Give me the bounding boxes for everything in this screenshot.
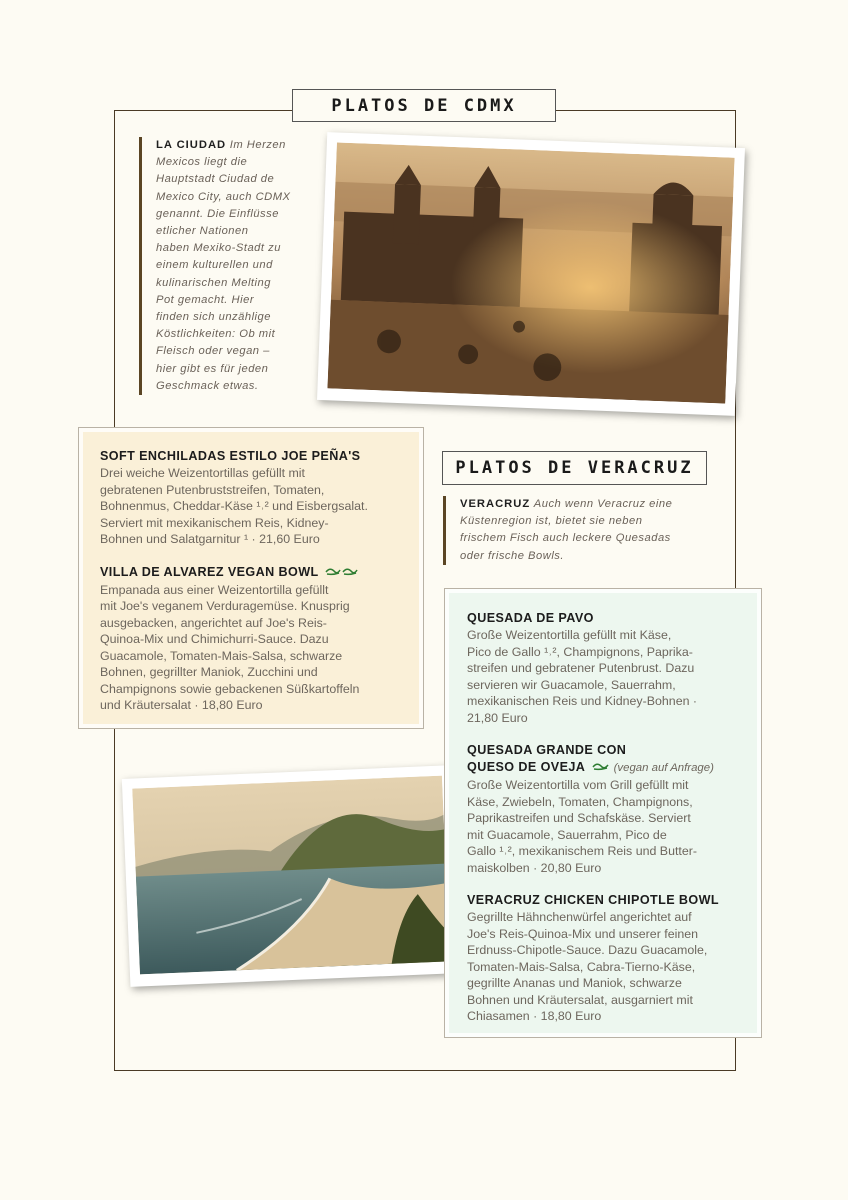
- dish-desc-line: servieren wir Guacamole, Sauerrahm,: [467, 677, 676, 692]
- dish-quesada-grande: [467, 742, 741, 876]
- dish-desc-line: Große Weizentortilla vom Grill gefüllt mit: [467, 778, 689, 792]
- cdmx-intro-line: genannt. Die Einflüsse: [156, 207, 279, 220]
- cdmx-intro-line: haben Mexiko-Stadt zu: [156, 242, 281, 255]
- dish-title: QUESADA DE PAVO: [467, 611, 594, 625]
- cdmx-intro-line: Fleisch oder vegan –: [156, 345, 270, 358]
- dish-desc-line: Bohnen und Kräutersalat, ausgarniert mit: [467, 992, 693, 1007]
- dish-desc-line: Gallo ¹˒², mexikanischem Reis und Butter-: [467, 844, 697, 858]
- section-title-veracruz: [442, 451, 707, 485]
- cdmx-intro-line: einem kulturellen und: [156, 259, 273, 272]
- dish-desc-line: Paprikastreifen und Schafskäse. Serviert: [467, 811, 691, 825]
- veracruz-intro: [443, 496, 740, 565]
- dish-desc-line: Käse, Zwiebeln, Tomaten, Champignons,: [467, 794, 693, 809]
- vegan-leaf-icon: [592, 760, 610, 777]
- dish-desc-line: streifen und gebratener Putenbrust. Dazu: [467, 661, 695, 675]
- veracruz-dishes-card: [444, 588, 762, 1038]
- cdmx-intro-line: etlicher Nationen: [156, 225, 249, 238]
- dish-title: QUESADA GRANDE CON: [467, 743, 627, 757]
- dish-chicken-chipotle-bowl: [467, 892, 741, 1025]
- cdmx-intro-line: Mexico City, auch CDMX: [156, 190, 291, 203]
- section-title-cdmx: [292, 89, 556, 122]
- dish-desc-line: Große Weizentortilla gefüllt mit Käse,: [467, 628, 672, 642]
- dish-desc-line: Champignons sowie gebackenen Süßkartoffeln: [100, 681, 360, 696]
- dish-title: VILLA DE ALVAREZ VEGAN BOWL: [100, 564, 319, 579]
- dish-desc-line: Bohnen, gegrillter Maniok, Zucchini und: [100, 665, 318, 679]
- cdmx-intro-line: Köstlichkeiten: Ob mit: [156, 328, 276, 341]
- dish-desc-line: Serviert mit mexikanischem Reis, Kidney-: [100, 515, 329, 530]
- veracruz-intro-line: oder frische Bowls.: [460, 549, 565, 562]
- dish-desc-line: maiskolben · 20,80 Euro: [467, 860, 602, 875]
- dish-desc-line: mit Joe's veganem Verduragemüse. Knusprig: [100, 599, 350, 613]
- dish-title-cont: QUESO DE OVEJA: [467, 760, 585, 774]
- dish-desc-line: Guacamole, Tomaten-Mais-Salsa, schwarze: [100, 648, 343, 663]
- cdmx-intro-line: finden sich unzählige: [156, 311, 271, 324]
- cdmx-intro-line: kulinarischen Melting: [156, 276, 271, 289]
- dish-desc-line: gebratenen Putenbruststreifen, Tomaten,: [100, 482, 325, 497]
- city-photo: [317, 132, 745, 416]
- dish-quesada-de-pavo: [467, 610, 741, 726]
- dish-title: VERACRUZ CHICKEN CHIPOTLE BOWL: [467, 893, 719, 907]
- dish-soft-enchiladas: [100, 448, 403, 548]
- vegan-note: (vegan auf Anfrage): [613, 762, 714, 774]
- dish-title-row: [100, 564, 403, 582]
- dish-title: SOFT ENCHILADAS ESTILO JOE PEÑA'S: [100, 449, 361, 463]
- vegan-leaf-icon: [325, 565, 359, 582]
- veracruz-intro-line: Küstenregion ist, bietet sie neben: [460, 515, 643, 528]
- cdmx-intro: [139, 137, 326, 395]
- dish-desc-line: Pico de Gallo ¹˒², Champignons, Paprika-: [467, 644, 693, 659]
- cdmx-intro-line: Geschmack etwas.: [156, 379, 259, 392]
- cdmx-intro-line: hier gibt es für jeden: [156, 362, 269, 375]
- cdmx-intro-line: Im Herzen: [229, 139, 286, 151]
- city-photo-image: [327, 142, 734, 403]
- beach-photo: [122, 765, 460, 987]
- dish-desc-line: und Kräutersalat · 18,80 Euro: [100, 698, 263, 712]
- dish-vegan-bowl: [100, 564, 403, 714]
- dish-desc-line: Empanada aus einer Weizentortilla gefüllt: [100, 582, 329, 597]
- section-title-veracruz-text: PLATOS DE VERACRUZ: [455, 458, 694, 478]
- cdmx-intro-line: Pot gemacht. Hier: [156, 293, 255, 306]
- dish-desc-line: ausgebacken, angerichtet auf Joe's Reis-: [100, 615, 327, 630]
- cdmx-dishes-card: [78, 427, 424, 729]
- dish-desc-line: gegrillte Ananas und Maniok, schwarze: [467, 976, 682, 990]
- cdmx-intro-label: LA CIUDAD: [156, 139, 227, 151]
- veracruz-intro-label: VERACRUZ: [460, 498, 531, 510]
- section-title-cdmx-text: PLATOS DE CDMX: [331, 95, 517, 116]
- veracruz-intro-line: Auch wenn Veracruz eine: [533, 498, 673, 510]
- dish-desc-line: Bohnen und Salatgarnitur ¹ · 21,60 Euro: [100, 532, 320, 546]
- dish-desc-line: Tomaten-Mais-Salsa, Cabra-Tierno-Käse,: [467, 959, 696, 974]
- veracruz-intro-line: frischem Fisch auch leckere Quesadas: [460, 532, 671, 545]
- dish-desc-line: Quinoa-Mix und Chimichurri-Sauce. Dazu: [100, 632, 329, 646]
- dish-desc-line: Chiasamen · 18,80 Euro: [467, 1009, 602, 1023]
- dish-desc-line: Gegrillte Hähnchenwürfel angerichtet auf: [467, 910, 692, 924]
- dish-title-row: [467, 759, 741, 777]
- dish-desc-line: mit Guacamole, Sauerrahm, Pico de: [467, 827, 667, 842]
- dish-desc-line: 21,80 Euro: [467, 710, 528, 725]
- dish-desc-line: Bohnenmus, Cheddar-Käse ¹˒² und Eisbergsalat.: [100, 499, 368, 513]
- dish-desc-line: mexikanischen Reis und Kidney-Bohnen ·: [467, 694, 698, 708]
- dish-desc-line: Erdnuss-Chipotle-Sauce. Dazu Guacamole,: [467, 943, 708, 957]
- beach-photo-image: [132, 776, 450, 975]
- dish-desc-line: Joe's Reis-Quinoa-Mix und unserer feinen: [467, 926, 699, 941]
- dish-desc-line: Drei weiche Weizentortillas gefüllt mit: [100, 466, 305, 480]
- cdmx-intro-line: Hauptstadt Ciudad de: [156, 173, 275, 186]
- cdmx-intro-line: Mexicos liegt die: [156, 156, 248, 169]
